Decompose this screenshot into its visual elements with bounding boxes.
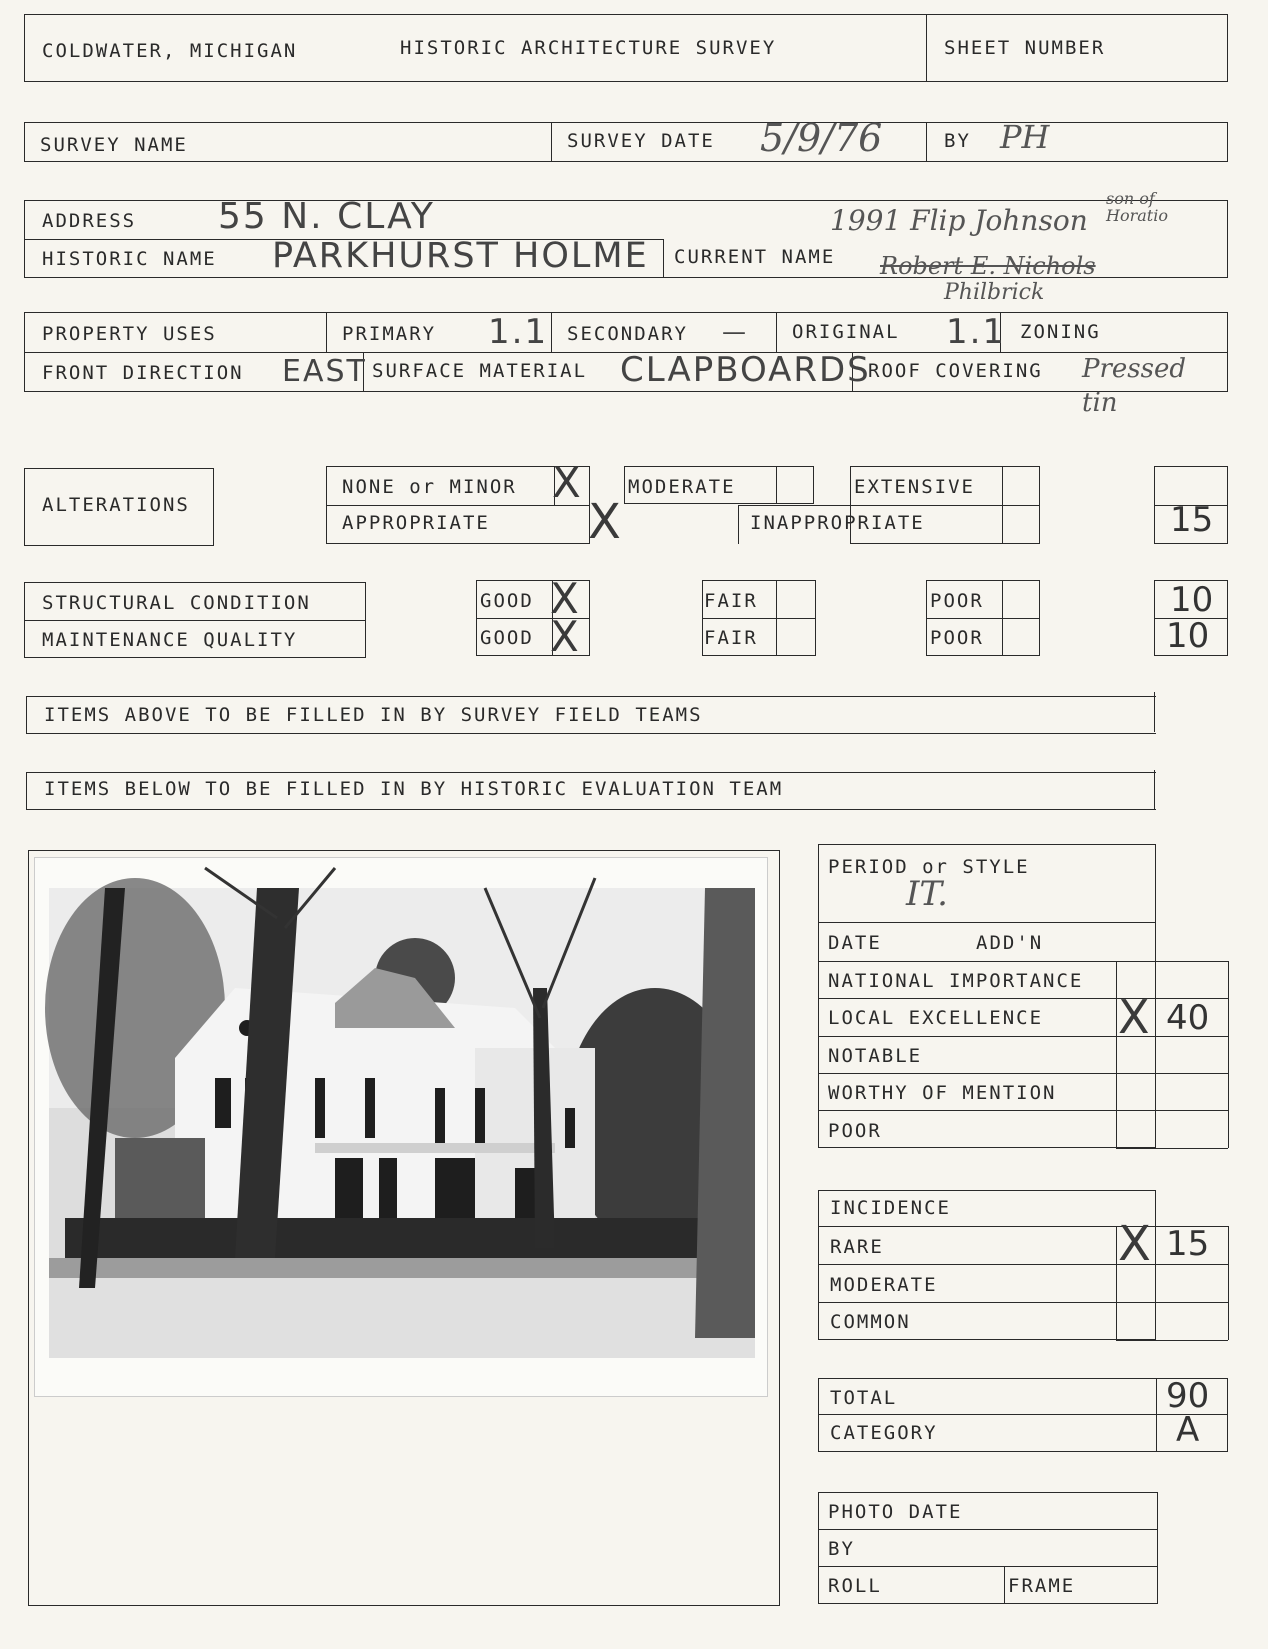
photo-by-label: BY [828,1538,855,1560]
photo-date-label: PHOTO DATE [828,1501,963,1523]
period-style-value: IT. [906,874,948,914]
alt-extensive: EXTENSIVE [854,476,975,498]
rare-score: 15 [1166,1224,1210,1264]
house-photo [35,858,767,1396]
alt-none-minor-mark: X [552,458,581,507]
note-below: ITEMS BELOW TO BE FILLED IN BY HISTORIC EVALUATION TEAM [44,778,784,800]
address-label: ADDRESS [42,210,137,232]
rare-mark: X [1118,1216,1151,1272]
historic-name-value: PARKHURST HOLME [272,236,649,276]
period-style-label: PERIOD or STYLE [828,856,1030,878]
original-label: ORIGINAL [792,321,900,343]
category-value: A [1176,1410,1200,1450]
note-above: ITEMS ABOVE TO BE FILLED IN BY SURVEY FIELD TEAMS [44,704,703,726]
roof-covering-label: ROOF COVERING [868,360,1043,382]
alt-none-minor: NONE or MINOR [342,476,517,498]
national-importance-label: NATIONAL IMPORTANCE [828,970,1084,992]
surface-material-value: CLAPBOARDS [620,350,871,390]
city-label: COLDWATER, MICHIGAN [42,40,298,62]
sheet-number-label: SHEET NUMBER [944,37,1106,59]
secondary-value: — [722,318,748,346]
rare-label: RARE [830,1236,884,1258]
structural-fair: FAIR [704,590,758,612]
local-excellence-mark: X [1118,990,1150,1044]
maintenance-good: GOOD [480,627,534,649]
local-excellence-label: LOCAL EXCELLENCE [828,1007,1044,1029]
primary-label: PRIMARY [342,323,437,345]
primary-value: 1.1 [488,312,549,352]
category-label: CATEGORY [830,1422,938,1444]
house-photo-mount [34,857,768,1397]
secondary-label: SECONDARY [567,323,688,345]
front-direction-label: FRONT DIRECTION [42,362,244,384]
common-label: COMMON [830,1311,911,1333]
current-name-extra: Philbrick [944,280,1045,305]
roof-covering-value: Pressed tin [1082,354,1187,418]
addn-label: ADD'N [976,932,1044,954]
maintenance-poor: POOR [930,627,984,649]
alt-moderate: MODERATE [628,476,736,498]
structural-good: GOOD [480,590,534,612]
survey-date-value: 5/9/76 [760,116,883,160]
roll-label: ROLL [828,1575,882,1597]
structural-good-mark: X [550,574,579,623]
property-uses-label: PROPERTY USES [42,323,217,345]
structural-poor: POOR [930,590,984,612]
incidence-label: INCIDENCE [830,1197,951,1219]
total-value: 90 [1166,1376,1210,1416]
form-title: HISTORIC ARCHITECTURE SURVEY [400,37,777,59]
alt-appropriate-mark: X [588,494,621,550]
address-value: 55 N. CLAY [218,196,435,237]
maintenance-quality-label: MAINTENANCE QUALITY [42,629,298,651]
maintenance-score: 10 [1166,616,1210,656]
total-label: TOTAL [830,1387,898,1409]
current-name-struck: Robert E. Nichols [880,252,1096,280]
structural-score: 10 [1170,580,1214,620]
survey-date-label: SURVEY DATE [567,130,715,152]
frame-label: FRAME [1008,1575,1076,1597]
worthy-label: WORTHY OF MENTION [828,1082,1057,1104]
alt-appropriate: APPROPRIATE [342,512,490,534]
notable-label: NOTABLE [828,1045,923,1067]
maintenance-fair: FAIR [704,627,758,649]
survey-by-value: PH [1000,118,1050,156]
surface-material-label: SURFACE MATERIAL [372,360,588,382]
local-excellence-score: 40 [1166,998,1210,1038]
current-name-label: CURRENT NAME [674,246,836,268]
front-direction-value: EAST [282,354,367,389]
maintenance-good-mark: X [550,612,579,661]
alt-inappropriate: INAPPROPRIATE [750,512,925,534]
zoning-label: ZONING [1020,321,1101,343]
current-name-aside: son of Horatio [1106,189,1168,225]
historic-name-label: HISTORIC NAME [42,248,217,270]
survey-by-label: BY [944,130,971,152]
date-label: DATE [828,932,882,954]
original-value: 1.1 [946,312,1007,352]
current-name-note: 1991 Flip Johnson [830,204,1088,237]
eval-poor-label: POOR [828,1120,882,1142]
survey-name-label: SURVEY NAME [40,134,188,156]
structural-condition-label: STRUCTURAL CONDITION [42,592,311,614]
moderate-label: MODERATE [830,1274,938,1296]
alterations-score: 15 [1170,500,1214,540]
alterations-label: ALTERATIONS [42,494,190,516]
